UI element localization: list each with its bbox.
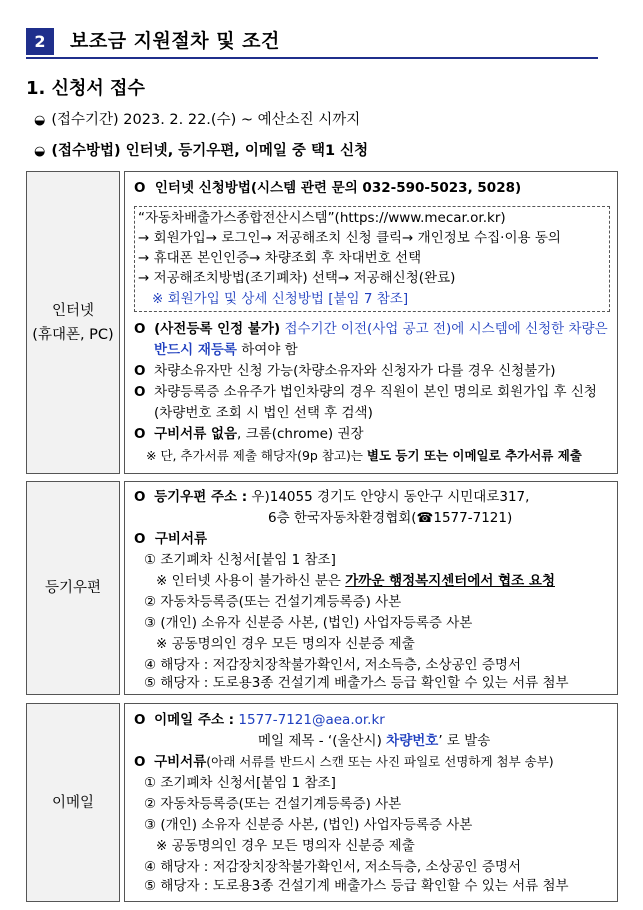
- label-internet: [26, 171, 120, 474]
- email-doc-3: ③ (개인) 소유자 신분증 사본, (법인) 사업자등록증 사본: [144, 817, 473, 833]
- mail-docs-head: O 구비서류: [134, 531, 208, 547]
- internet-step-3: → 저공해조치방법(조기폐차) 선택→ 저공해신청(완료): [138, 270, 456, 286]
- email-doc-4: ④ 해당자 : 저감장치장착불가확인서, 저소득층, 소상공인 증명서: [144, 859, 522, 875]
- internet-item-3-cont: (차량번호 조회 시 법인 선택 후 검색): [154, 405, 373, 421]
- internet-item-2: O 차량소유자만 신청 가능(차량소유자와 신청자가 다를 경우 신청불가): [134, 363, 556, 379]
- section-number: 2: [26, 28, 54, 55]
- internet-item-1: O (사전등록 인정 불가) 접수기간 이전(사업 공고 전)에 시스템에 신청한 차량은: [134, 321, 608, 337]
- label-email-text: 이메일: [51, 794, 95, 811]
- mail-doc-1: ① 조기폐차 신청서[붙임 1 참조]: [144, 552, 336, 568]
- mail-doc-5: ⑤ 해당자 : 도로용3종 건설기계 배출가스 등급 확인할 수 있는 서류 첨부: [144, 675, 569, 691]
- internet-note: ※ 회원가입 및 상세 신청방법 [붙임 7 참조]: [152, 291, 409, 307]
- label-internet-line1: 인터넷: [51, 302, 94, 319]
- mail-address-cont: 6층 한국자동차환경협회(☎1577-7121): [268, 510, 513, 526]
- mail-address: O 등기우편 주소 : 우)14055 경기도 안양시 동안구 시민대로317,: [134, 489, 530, 505]
- email-doc-1: ① 조기폐차 신청서[붙임 1 참조]: [144, 775, 336, 791]
- internet-item-5: ※ 단, 추가서류 제출 해당자(9p 참고)는 별도 등기 또는 이메일로 추가서류 제출: [146, 448, 582, 463]
- mail-doc-2: ② 자동차등록증(또는 건설기계등록증) 사본: [144, 594, 402, 610]
- internet-item-3: O 차량등록증 소유주가 법인차량의 경우 직원이 본인 명의로 회원가입 후 신청: [134, 384, 597, 400]
- section-header: [26, 28, 598, 56]
- email-doc-3-note: ※ 공동명의인 경우 모든 명의자 신분증 제출: [156, 838, 415, 854]
- section-title: 보조금 지원절차 및 조건: [70, 30, 280, 52]
- internet-head: O 인터넷 신청방법(시스템 관련 문의 032-590-5023, 5028): [134, 180, 522, 196]
- email-doc-2: ② 자동차등록증(또는 건설기계등록증) 사본: [144, 796, 402, 812]
- internet-item-4: O 구비서류 없음, 크롬(chrome) 권장: [134, 426, 364, 442]
- label-mail-text: 등기우편: [44, 580, 102, 596]
- bowl-icon: ◒: [34, 144, 46, 159]
- email-doc-5: ⑤ 해당자 : 도로용3종 건설기계 배출가스 등급 확인할 수 있는 서류 첨부: [144, 878, 569, 894]
- bullet-period-text: (접수기간) 2023. 2. 22.(수) ~ 예산소진 시까지: [51, 112, 361, 128]
- mail-doc-1-note: ※ 인터넷 사용이 불가하신 분은 가까운 행정복지센터에서 협조 요청: [156, 573, 555, 589]
- subsection-title: 1. 신청서 접수: [26, 78, 145, 99]
- bullet-method-text: (접수방법) 인터넷, 등기우편, 이메일 중 택1 신청: [51, 143, 369, 159]
- bullet-period: [34, 108, 360, 129]
- email-subject: 메일 제목 - ‘(울산시) 차량번호’ 로 발송: [258, 733, 491, 749]
- mail-doc-3-note: ※ 공동명의인 경우 모든 명의자 신분증 제출: [156, 636, 415, 652]
- internet-step-1: → 회원가입→ 로그인→ 저공해조치 신청 클릭→ 개인정보 수집·이용 동의: [138, 230, 561, 246]
- bowl-icon: ◒: [34, 113, 46, 128]
- mail-doc-3: ③ (개인) 소유자 신분증 사본, (법인) 사업자등록증 사본: [144, 615, 473, 631]
- bullet-method: [34, 139, 368, 160]
- internet-item-1-cont: 반드시 재등록 하여야 함: [154, 342, 298, 358]
- label-email: [26, 703, 120, 902]
- email-address: O 이메일 주소 : 1577-7121@aea.or.kr: [134, 712, 385, 728]
- label-internet-line2: (휴대폰, PC): [32, 326, 114, 343]
- email-docs-head: O 구비서류(아래 서류를 반드시 스캔 또는 사진 파일로 선명하게 첨부 송부): [134, 754, 554, 770]
- internet-step-2: → 휴대폰 본인인증→ 차량조회 후 차대번호 선택: [138, 250, 422, 266]
- internet-system: “자동차배출가스종합전산시스템”(https://www.mecar.or.kr): [138, 210, 506, 226]
- mail-doc-4: ④ 해당자 : 저감장치장착불가확인서, 저소득층, 소상공인 증명서: [144, 657, 522, 673]
- header-rule: [26, 57, 598, 59]
- label-mail: [26, 481, 120, 695]
